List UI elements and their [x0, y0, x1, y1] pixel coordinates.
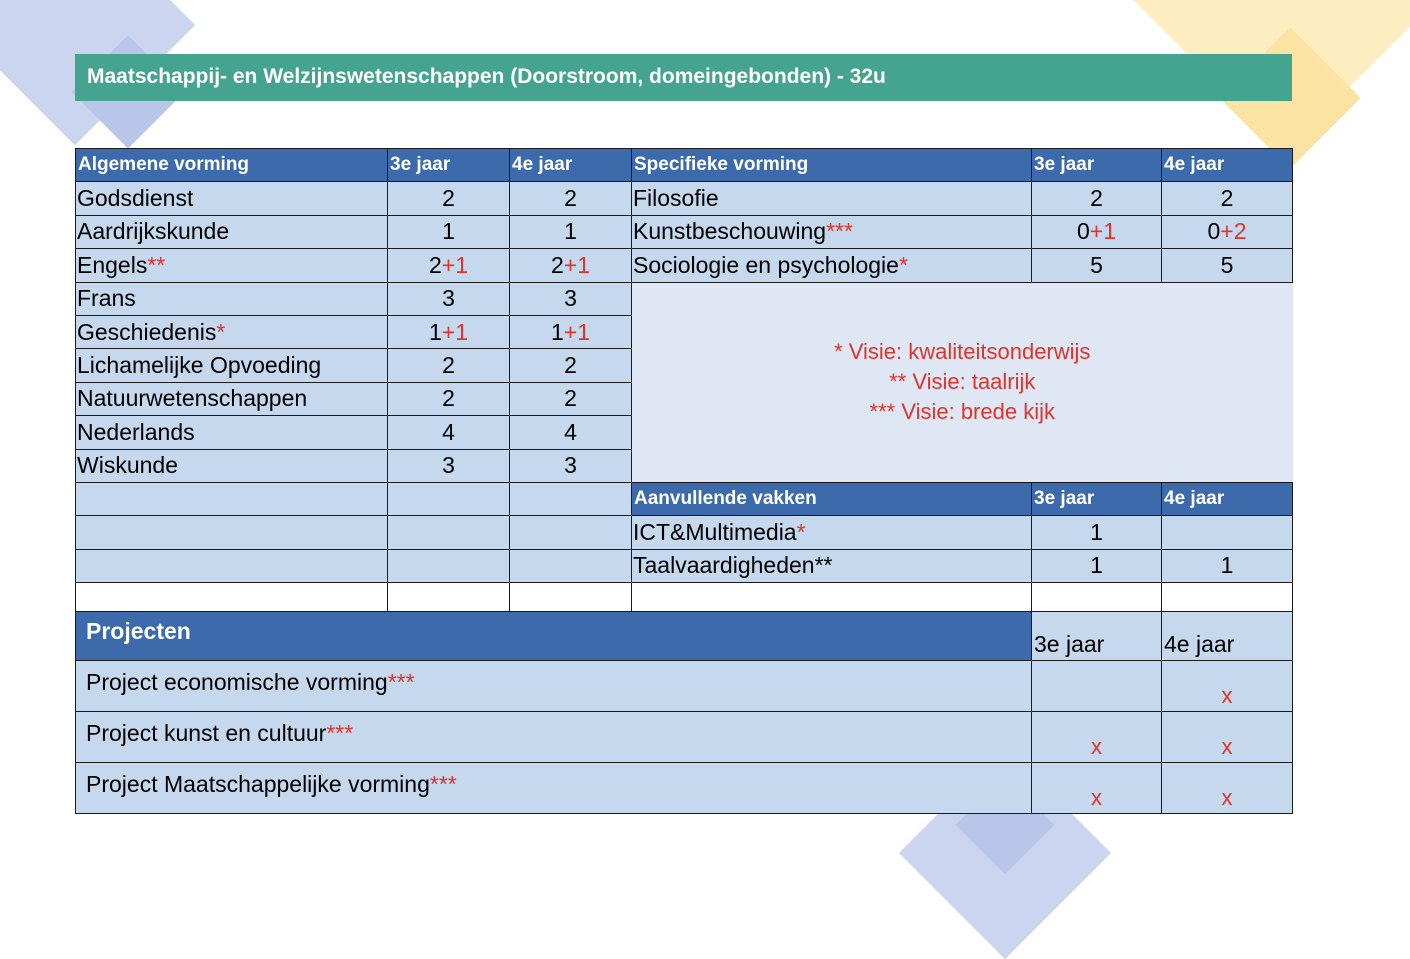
subject-name: Nederlands: [77, 418, 195, 445]
hours-cell: [510, 215, 632, 248]
subject-name: Aardrijkskunde: [77, 218, 230, 245]
algemene-header: Algemene vorming: [76, 149, 388, 182]
specifieke-header: Specifieke vorming: [632, 149, 1032, 182]
hours-value: 5: [1220, 251, 1234, 278]
hours-cell: [388, 349, 510, 382]
hours-value: 0: [1076, 218, 1090, 245]
hours-value: 1: [564, 218, 577, 245]
subject-name: Engels: [77, 251, 148, 278]
subject-cell: [632, 516, 1032, 549]
project-mark-year3: x: [1032, 712, 1162, 763]
hours-value: 1: [550, 318, 564, 345]
hours-cell: [1162, 249, 1293, 282]
subject-mark: *: [898, 251, 908, 278]
legend-item: * Visie: kwaliteitsonderwijs: [834, 339, 1091, 365]
project-mark: ***: [387, 669, 415, 695]
hours-value: 2: [1220, 185, 1234, 212]
year4-header: 4e jaar: [1162, 612, 1293, 661]
subject-cell: [632, 182, 1032, 215]
hours-value: 4: [564, 418, 577, 445]
project-mark-year4: x: [1162, 661, 1293, 712]
subject-name: Lichamelijke Opvoeding: [77, 352, 322, 379]
subject-cell: [76, 382, 388, 415]
subject-name: Kunstbeschouwing: [633, 218, 827, 245]
project-cell: [76, 661, 1032, 712]
subject-name: Geschiedenis: [77, 318, 217, 345]
hours-cell: [1162, 182, 1293, 215]
hours-cell: [1162, 516, 1293, 549]
hours-cell: [510, 449, 632, 482]
empty-cell: [510, 482, 632, 515]
table-row: [76, 763, 1293, 814]
hours-cell: [388, 416, 510, 449]
hours-value: 2: [428, 251, 442, 278]
subject-cell: [76, 349, 388, 382]
hours-value: 3: [564, 452, 577, 479]
hours-value: 5: [1090, 251, 1103, 278]
legend-item: *** Visie: brede kijk: [869, 399, 1055, 425]
hours-cell: [510, 249, 632, 282]
project-mark: ***: [429, 771, 457, 797]
table-header-row: [76, 149, 1293, 182]
hours-value: 2: [442, 352, 455, 379]
subject-name: ICT&Multimedia: [633, 518, 797, 545]
subject-mark: **: [814, 552, 833, 579]
hours-value: 1: [442, 218, 455, 245]
hours-value: 3: [564, 285, 577, 312]
subject-mark: *: [796, 518, 806, 545]
empty-cell: [388, 482, 510, 515]
subject-mark: *: [216, 318, 226, 345]
subject-name: Filosofie: [633, 185, 719, 212]
hours-extra: +1: [563, 251, 591, 278]
subject-name: Godsdienst: [77, 185, 194, 212]
year3-header: 3e jaar: [1032, 482, 1162, 515]
hours-value: 2: [550, 251, 564, 278]
hours-cell: [388, 449, 510, 482]
subject-name: Natuurwetenschappen: [77, 385, 308, 412]
hours-cell: [510, 382, 632, 415]
project-mark: ***: [326, 720, 354, 746]
page-title: Maatschappij- en Welzijnswetenschappen (Doorstroom, domeingebonden) - 32u: [75, 54, 1292, 101]
subject-name: Taalvaardigheden: [633, 552, 815, 579]
hours-cell: 1: [1032, 549, 1162, 582]
table-row: [76, 215, 1293, 248]
legend-item: ** Visie: taalrijk: [889, 369, 1036, 395]
hours-value: 2: [564, 185, 577, 212]
project-mark-year4: x: [1162, 763, 1293, 814]
subject-mark: **: [147, 251, 166, 278]
legend-box: [632, 282, 1293, 482]
hours-value: 2: [442, 185, 455, 212]
empty-cell: [76, 549, 388, 582]
hours-value: 2: [442, 385, 455, 412]
projecten-header: Projecten: [76, 612, 1032, 661]
table-row: [76, 482, 1293, 515]
hours-extra: +1: [563, 318, 591, 345]
empty-cell: [510, 516, 632, 549]
hours-value: 2: [564, 385, 577, 412]
hours-value: 2: [564, 352, 577, 379]
subject-cell: [632, 215, 1032, 248]
hours-value: 0: [1207, 218, 1221, 245]
hours-cell: [388, 282, 510, 315]
project-cell: [76, 712, 1032, 763]
subject-mark: ***: [826, 218, 853, 245]
hours-cell: [510, 349, 632, 382]
table-row: [76, 516, 1293, 549]
empty-cell: [510, 549, 632, 582]
project-mark-year3: x: [1032, 763, 1162, 814]
project-mark-year4: x: [1162, 712, 1293, 763]
hours-cell: [388, 315, 510, 348]
hours-cell: [1162, 215, 1293, 248]
project-name: Project Maatschappelijke vorming: [86, 771, 430, 797]
subject-cell: [632, 249, 1032, 282]
hours-value: 3: [442, 285, 455, 312]
subject-cell: [76, 182, 388, 215]
hours-cell: [510, 315, 632, 348]
projects-table: [75, 611, 1293, 814]
hours-cell: [388, 382, 510, 415]
hours-cell: [1032, 182, 1162, 215]
table-row: [76, 661, 1293, 712]
hours-extra: +1: [441, 318, 469, 345]
project-cell: [76, 763, 1032, 814]
hours-extra: +2: [1220, 218, 1247, 245]
empty-cell: [76, 516, 388, 549]
hours-value: 3: [442, 452, 455, 479]
curriculum-table: [75, 148, 1293, 616]
hours-cell: [510, 416, 632, 449]
hours-cell: [1032, 215, 1162, 248]
table-row: [76, 249, 1293, 282]
hours-cell: [510, 282, 632, 315]
hours-cell: 1: [1162, 549, 1293, 582]
year3-header: 3e jaar: [1032, 612, 1162, 661]
table-row: [76, 182, 1293, 215]
hours-extra: +1: [441, 251, 469, 278]
table-row: [76, 549, 1293, 582]
year3-header: 3e jaar: [388, 149, 510, 182]
subject-cell: [76, 315, 388, 348]
hours-value: 4: [442, 418, 455, 445]
hours-value: 1: [428, 318, 442, 345]
subject-cell: [76, 416, 388, 449]
hours-cell: [1032, 249, 1162, 282]
year4-header: 4e jaar: [1162, 482, 1293, 515]
subject-cell: [76, 249, 388, 282]
hours-cell: [388, 215, 510, 248]
project-name: Project kunst en cultuur: [86, 720, 327, 746]
project-mark-year3: [1032, 661, 1162, 712]
subject-cell: [76, 282, 388, 315]
project-name: Project economische vorming: [86, 669, 388, 695]
subject-name: Sociologie en psychologie: [633, 251, 899, 278]
year4-header: 4e jaar: [510, 149, 632, 182]
hours-cell: 1: [1032, 516, 1162, 549]
hours-extra: +1: [1089, 218, 1117, 245]
empty-cell: [76, 482, 388, 515]
table-row: [76, 712, 1293, 763]
subject-cell: [76, 215, 388, 248]
table-row: [76, 282, 1293, 315]
subject-name: Frans: [77, 285, 136, 312]
projects-header-row: [76, 612, 1293, 661]
hours-cell: [510, 182, 632, 215]
hours-value: 2: [1090, 185, 1103, 212]
subject-name: Wiskunde: [77, 452, 178, 479]
empty-cell: [388, 516, 510, 549]
empty-cell: [388, 549, 510, 582]
aanvullende-header: Aanvullende vakken: [632, 482, 1032, 515]
year3-header: 3e jaar: [1032, 149, 1162, 182]
hours-cell: [388, 249, 510, 282]
subject-cell: [76, 449, 388, 482]
year4-header: 4e jaar: [1162, 149, 1293, 182]
hours-cell: [388, 182, 510, 215]
subject-cell: [632, 549, 1032, 582]
